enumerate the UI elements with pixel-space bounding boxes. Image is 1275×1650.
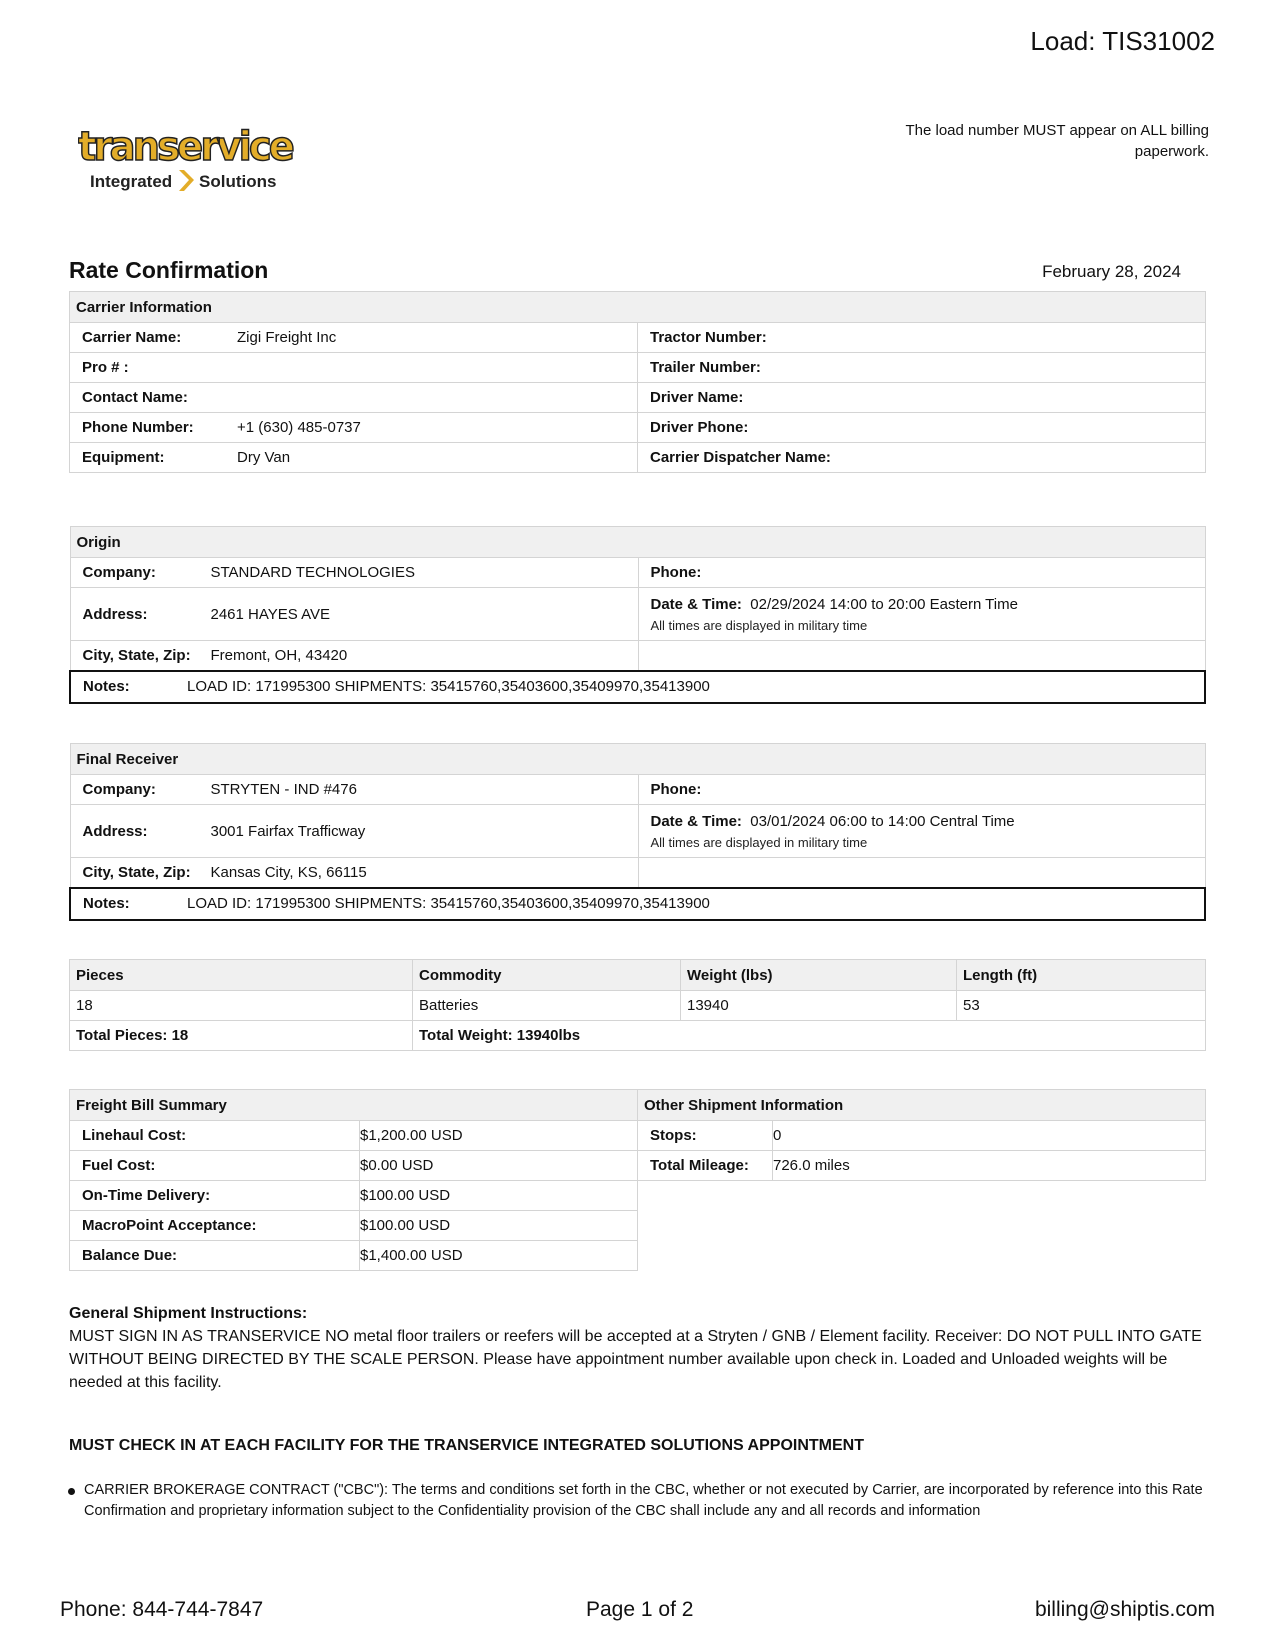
table-row (70, 1151, 638, 1181)
check-in-notice: MUST CHECK IN AT EACH FACILITY FOR THE TRANSERVICE INTEGRATED SOLUTIONS APPOINTMENT (69, 1437, 864, 1454)
freight-bill-summary-table (69, 1089, 638, 1271)
instructions-heading: General Shipment Instructions: (69, 1305, 308, 1322)
total-weight: Total Weight: 13940lbs (413, 1021, 1206, 1051)
city-state-zip-value: Fremont, OH, 43420 (210, 646, 348, 664)
document-date: February 28, 2024 (1042, 262, 1181, 281)
city-state-zip-label: City, State, Zip: (82, 646, 191, 664)
cbc-clause-text: CARRIER BROKERAGE CONTRACT ("CBC"): The terms and conditions set forth in the CBC, whether or not executed by Carrier, are incorporated by reference into this Rate Confirmation and proprietary information subject to the Confidentiality provision of the CBC shall include any and all records and information (84, 1482, 1203, 1519)
other-shipment-info-table (637, 1089, 1206, 1181)
dispatcher-name-label: Carrier Dispatcher Name: (650, 449, 831, 466)
linehaul-label: Linehaul Cost: (82, 1127, 187, 1144)
address-value: 2461 HAYES AVE (210, 605, 331, 623)
balance-due-label: Balance Due: (82, 1247, 178, 1264)
phone-label: Phone: (650, 781, 702, 798)
address-label: Address: (82, 822, 148, 840)
macropoint-value: $100.00 USD (360, 1211, 638, 1241)
footer-email: billing@shiptis.com (1034, 1598, 1215, 1621)
column-header: Pieces (70, 960, 413, 991)
section-title: Other Shipment Information (638, 1090, 1206, 1121)
company-label: Company: (82, 564, 156, 581)
datetime-label: Date & Time: (650, 595, 742, 613)
total-mileage-label: Total Mileage: (650, 1157, 749, 1174)
total-mileage-value: 726.0 miles (773, 1151, 1206, 1181)
section-title: Freight Bill Summary (70, 1090, 638, 1121)
document-title: Rate Confirmation (69, 257, 269, 283)
address-value: 3001 Fairfax Trafficway (210, 822, 366, 840)
weight-cell: 13940 (681, 991, 957, 1021)
list-item (68, 1480, 1208, 1522)
footer-phone: Phone: 844-744-7847 (60, 1598, 264, 1621)
carrier-name-label: Carrier Name: (82, 329, 182, 346)
city-state-zip-label: City, State, Zip: (82, 863, 191, 881)
final-receiver-table (69, 743, 1206, 921)
logo-subtitle-left: Integrated (90, 172, 173, 191)
tractor-number-label: Tractor Number: (650, 329, 767, 346)
contact-name-label: Contact Name: (82, 389, 188, 406)
carrier-name-value: Zigi Freight Inc (237, 329, 337, 346)
chevron-right-icon (179, 170, 194, 191)
driver-name-label: Driver Name: (650, 389, 744, 406)
section-title: Carrier Information (70, 292, 1206, 323)
city-state-zip-value: Kansas City, KS, 66115 (210, 863, 367, 881)
fuel-label: Fuel Cost: (82, 1157, 156, 1174)
logo-subtitle-right: Solutions (199, 172, 277, 191)
section-title: Final Receiver (70, 744, 1205, 775)
carrier-information-table (69, 291, 1206, 473)
column-header: Length (ft) (957, 960, 1206, 991)
phone-number-label: Phone Number: (82, 419, 194, 436)
stops-value: 0 (773, 1121, 1206, 1151)
macropoint-label: MacroPoint Acceptance: (82, 1217, 257, 1234)
notes-value: LOAD ID: 171995300 SHIPMENTS: 35415760,35403600,35409970,35413900 (187, 678, 710, 695)
table-row (70, 1181, 638, 1211)
datetime-value: 03/01/2024 06:00 to 14:00 Central Time (750, 812, 1015, 830)
instructions-text: MUST SIGN IN AS TRANSERVICE NO metal floor trailers or reefers will be accepted at a Stryten / GNB / Element facility. Receiver: DO NOT PULL INTO GATE WITHOUT BEING DIRECTED BY THE SCALE PERSON. Please have appointment number available upon check in. Loaded and Unloaded weights will be needed at this facility. (69, 1328, 1202, 1391)
on-time-label: On-Time Delivery: (82, 1187, 211, 1204)
company-value: STRYTEN - IND #476 (210, 781, 357, 798)
table-row (70, 1241, 638, 1271)
datetime-value: 02/29/2024 14:00 to 20:00 Eastern Time (750, 595, 1018, 613)
military-time-note: All times are displayed in military time (650, 617, 868, 633)
notes-value: LOAD ID: 171995300 SHIPMENTS: 35415760,35403600,35409970,35413900 (187, 895, 710, 912)
general-instructions (69, 1302, 1209, 1394)
equipment-value: Dry Van (237, 449, 291, 466)
load-number: Load: TIS31002 (1030, 26, 1215, 56)
company-logo (78, 124, 308, 204)
trailer-number-label: Trailer Number: (650, 359, 761, 376)
military-time-note: All times are displayed in military time (650, 834, 868, 850)
datetime-label: Date & Time: (650, 812, 742, 830)
address-label: Address: (82, 605, 148, 623)
pieces-cell: 18 (70, 991, 413, 1021)
commodity-cell: Batteries (413, 991, 681, 1021)
notes-label: Notes: (83, 678, 130, 695)
length-cell: 53 (957, 991, 1206, 1021)
fuel-value: $0.00 USD (360, 1151, 638, 1181)
section-title: Origin (70, 527, 1205, 558)
column-header: Commodity (413, 960, 681, 991)
driver-phone-label: Driver Phone: (650, 419, 749, 436)
cargo-table (69, 959, 1206, 1051)
company-label: Company: (82, 781, 156, 798)
table-row (70, 991, 1206, 1021)
total-pieces: Total Pieces: 18 (70, 1021, 413, 1051)
origin-table (69, 526, 1206, 704)
notes-label: Notes: (83, 895, 130, 912)
footer-page-number: Page 1 of 2 (586, 1598, 694, 1621)
equipment-label: Equipment: (82, 449, 165, 466)
on-time-value: $100.00 USD (360, 1181, 638, 1211)
billing-note: The load number MUST appear on ALL billing paperwork. (905, 122, 1209, 160)
pro-number-label: Pro # : (82, 359, 129, 376)
bullet-icon (68, 1488, 75, 1495)
balance-due-value: $1,400.00 USD (360, 1241, 638, 1271)
column-header: Weight (lbs) (681, 960, 957, 991)
logo-wordmark: transervice (78, 124, 294, 170)
company-value: STANDARD TECHNOLOGIES (210, 564, 415, 581)
phone-label: Phone: (650, 564, 702, 581)
phone-number-value: +1 (630) 485-0737 (237, 419, 361, 436)
table-row (70, 1211, 638, 1241)
linehaul-value: $1,200.00 USD (360, 1121, 638, 1151)
table-row (70, 1121, 638, 1151)
stops-label: Stops: (650, 1127, 697, 1144)
